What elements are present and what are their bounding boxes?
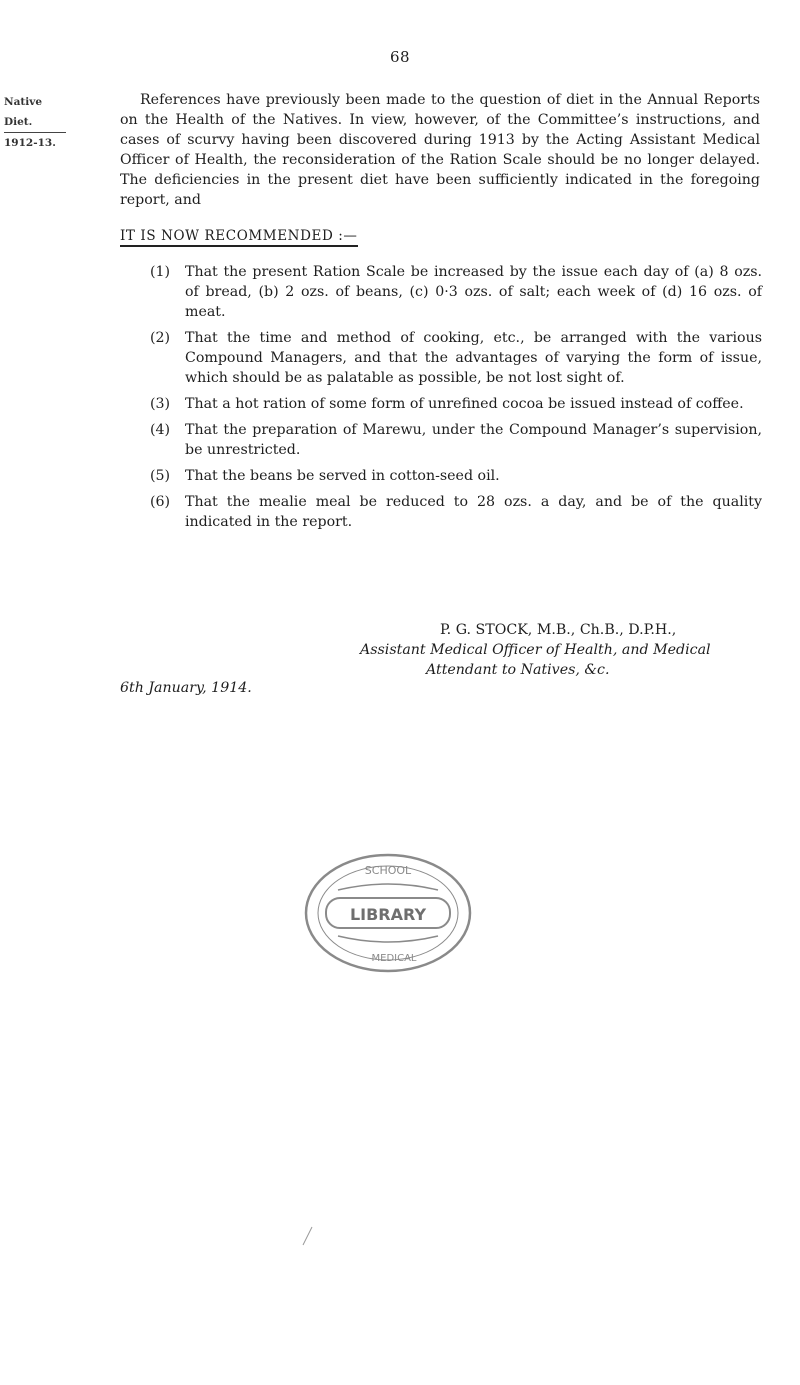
recommendation-number: (3) xyxy=(150,396,171,412)
signatory-name: P. G. STOCK, M.B., Ch.B., D.P.H., xyxy=(440,622,677,638)
stamp-bottom-text: MEDICAL xyxy=(371,953,417,964)
signatory-title-continued: Attendant to Natives, &c. xyxy=(426,662,610,678)
intro-section xyxy=(120,90,760,210)
signature-block xyxy=(360,620,770,680)
recommendation-number: (1) xyxy=(150,264,171,280)
recommendation-item xyxy=(150,328,762,388)
margin-note xyxy=(4,92,104,153)
recommendation-item xyxy=(150,394,762,414)
library-stamp-icon xyxy=(298,848,478,978)
stamp-center-text: LIBRARY xyxy=(349,905,427,924)
recommendation-text: That the preparation of Marewu, under the Compound Manager’s supervision, be unrestricted. xyxy=(185,422,762,458)
recommendation-text: That the present Ration Scale be increased by the issue each day of (a) 8 ozs. of bread, (b) 2 ozs. of beans, (c) 0·3 ozs. of salt; each week of (d) 16 ozs. of meat. xyxy=(185,264,762,320)
intro-paragraph: References have previously been made to the question of diet in the Annual Reports on the Health of the Natives. In view, however, of the Committee’s instructions, and cases of scurvy having been discovered during 1913 by the Acting Assistant Medical Officer of Health, the reconsideration of the Ration Scale should be no longer delayed. The deficiencies in the present diet have been sufficiently indicated in the foregoing report, and xyxy=(120,92,760,208)
recommendation-item xyxy=(150,262,762,322)
recommendation-item xyxy=(150,466,762,486)
recommendations-list xyxy=(150,262,762,538)
recommendation-number: (6) xyxy=(150,494,171,510)
recommendation-text: That the mealie meal be reduced to 28 ozs. a day, and be of the quality indicated in the report. xyxy=(185,494,762,530)
recommendation-number: (5) xyxy=(150,468,171,484)
stamp-top-text: SCHOOL xyxy=(364,864,412,877)
document-date: 6th January, 1914. xyxy=(120,680,252,696)
recommendations-heading: IT IS NOW RECOMMENDED :— xyxy=(120,228,358,247)
recommendation-number: (4) xyxy=(150,422,171,438)
page-number: 68 xyxy=(389,48,411,66)
pencil-mark-icon xyxy=(300,1226,314,1246)
recommendation-item xyxy=(150,492,762,532)
recommendation-text: That the time and method of cooking, etc., be arranged with the various Compound Managers, and that the advantages of varying the form of issue, which should be as palatable as possible, be not lost sight of. xyxy=(185,330,762,386)
margin-note-title: Native Diet. xyxy=(4,92,66,133)
margin-note-years: 1912-13. xyxy=(4,137,56,149)
recommendation-number: (2) xyxy=(150,330,171,346)
recommendation-text: That a hot ration of some form of unrefined cocoa be issued instead of coffee. xyxy=(185,396,744,412)
recommendation-text: That the beans be served in cotton-seed oil. xyxy=(185,468,500,484)
signatory-title: Assistant Medical Officer of Health, and Medical xyxy=(360,642,711,658)
recommendation-item xyxy=(150,420,762,460)
